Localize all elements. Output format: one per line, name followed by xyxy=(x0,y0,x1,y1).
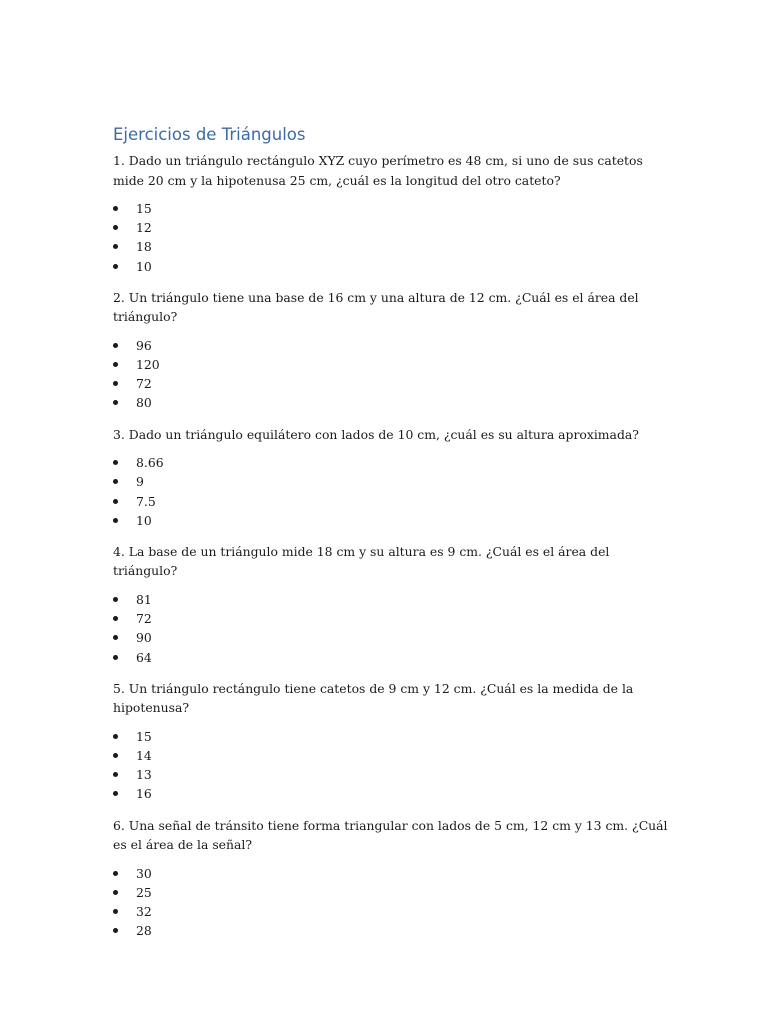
bullet-icon xyxy=(113,244,118,249)
question-block xyxy=(113,679,673,804)
answer-option-label: 32 xyxy=(136,903,152,919)
bullet-icon xyxy=(113,772,118,777)
question-block xyxy=(113,288,673,413)
bullet-icon xyxy=(113,206,118,211)
bullet-icon xyxy=(113,753,118,758)
answer-options xyxy=(113,453,673,530)
answer-option-label: 8.66 xyxy=(136,455,164,471)
bullet-icon xyxy=(113,518,118,523)
answer-option xyxy=(113,257,673,276)
bullet-icon xyxy=(113,362,118,367)
answer-option-label: 96 xyxy=(136,337,152,353)
answer-option-label: 15 xyxy=(136,201,152,216)
answer-option-label: 120 xyxy=(136,357,160,373)
answer-option xyxy=(113,883,673,902)
question-text: 4. La base de un triángulo mide 18 cm y su altura es 9 cm. ¿Cuál es el área del triángulo? xyxy=(113,543,610,579)
question-text: 2. Un triángulo tiene una base de 16 cm y una altura de 12 cm. ¿Cuál es el área del triángulo? xyxy=(113,289,639,325)
answer-option xyxy=(113,453,673,472)
answer-option xyxy=(113,765,673,784)
bullet-icon xyxy=(113,400,118,405)
answer-option xyxy=(113,511,673,530)
answer-options xyxy=(113,727,673,804)
answer-option-label: 30 xyxy=(136,865,152,881)
answer-option xyxy=(113,237,673,256)
bullet-icon xyxy=(113,871,118,876)
answer-options xyxy=(113,199,673,276)
answer-option xyxy=(113,746,673,765)
document-title: Ejercicios de Triángulos xyxy=(113,125,306,144)
answer-option xyxy=(113,336,673,355)
bullet-icon xyxy=(113,635,118,640)
answer-option xyxy=(113,864,673,883)
answer-option xyxy=(113,784,673,803)
answer-option-label: 81 xyxy=(136,591,152,607)
answer-options xyxy=(113,336,673,413)
question-block xyxy=(113,816,673,941)
answer-option xyxy=(113,218,673,237)
answer-option xyxy=(113,921,673,940)
answer-option-label: 10 xyxy=(136,512,152,528)
answer-options xyxy=(113,864,673,941)
answer-option-label: 13 xyxy=(136,767,152,783)
question-block xyxy=(113,425,673,530)
answer-option-label: 9 xyxy=(136,474,144,490)
bullet-icon xyxy=(113,734,118,739)
document-page xyxy=(113,124,673,952)
answer-option xyxy=(113,902,673,921)
answer-option xyxy=(113,199,673,218)
bullet-icon xyxy=(113,499,118,504)
question-block xyxy=(113,542,673,667)
bullet-icon xyxy=(113,655,118,660)
question-block xyxy=(113,151,673,276)
bullet-icon xyxy=(113,597,118,602)
answer-option-label: 10 xyxy=(136,258,152,274)
bullet-icon xyxy=(113,928,118,933)
question-text: 5. Un triángulo rectángulo tiene catetos de 9 cm y 12 cm. ¿Cuál es la medida de la hipotenusa? xyxy=(113,680,634,716)
answer-option xyxy=(113,628,673,647)
answer-options xyxy=(113,590,673,667)
answer-option-label: 25 xyxy=(136,884,152,900)
bullet-icon xyxy=(113,479,118,484)
answer-option-label: 16 xyxy=(136,786,152,802)
bullet-icon xyxy=(113,225,118,230)
answer-option xyxy=(113,727,673,746)
answer-option-label: 18 xyxy=(136,239,152,255)
bullet-icon xyxy=(113,890,118,895)
bullet-icon xyxy=(113,460,118,465)
answer-option xyxy=(113,648,673,667)
bullet-icon xyxy=(113,616,118,621)
answer-option-label: 15 xyxy=(136,728,152,744)
question-text: 3. Dado un triángulo equilátero con lados de 10 cm, ¿cuál es su altura aproximada? xyxy=(113,426,639,442)
bullet-icon xyxy=(113,791,118,796)
answer-option-label: 90 xyxy=(136,630,152,646)
question-text: 1. Dado un triángulo rectángulo XYZ cuyo perímetro es 48 cm, si uno de sus catetos mide 20 cm y la hipotenusa 25 cm, ¿cuál es la longitud del otro cateto? xyxy=(113,153,643,188)
question-text: 6. Una señal de tránsito tiene forma triangular con lados de 5 cm, 12 cm y 13 cm. ¿Cuál es el área de la señal? xyxy=(113,817,668,853)
bullet-icon xyxy=(113,343,118,348)
bullet-icon xyxy=(113,381,118,386)
answer-option xyxy=(113,393,673,412)
answer-option xyxy=(113,374,673,393)
answer-option-label: 7.5 xyxy=(136,493,156,509)
bullet-icon xyxy=(113,264,118,269)
answer-option xyxy=(113,609,673,628)
answer-option xyxy=(113,492,673,511)
question-list xyxy=(113,151,673,940)
bullet-icon xyxy=(113,909,118,914)
answer-option-label: 72 xyxy=(136,611,152,627)
answer-option-label: 80 xyxy=(136,395,152,411)
answer-option xyxy=(113,472,673,491)
answer-option-label: 64 xyxy=(136,649,152,665)
answer-option-label: 12 xyxy=(136,220,152,236)
answer-option xyxy=(113,590,673,609)
answer-option-label: 28 xyxy=(136,923,152,939)
answer-option-label: 14 xyxy=(136,747,152,763)
answer-option xyxy=(113,355,673,374)
answer-option-label: 72 xyxy=(136,376,152,392)
